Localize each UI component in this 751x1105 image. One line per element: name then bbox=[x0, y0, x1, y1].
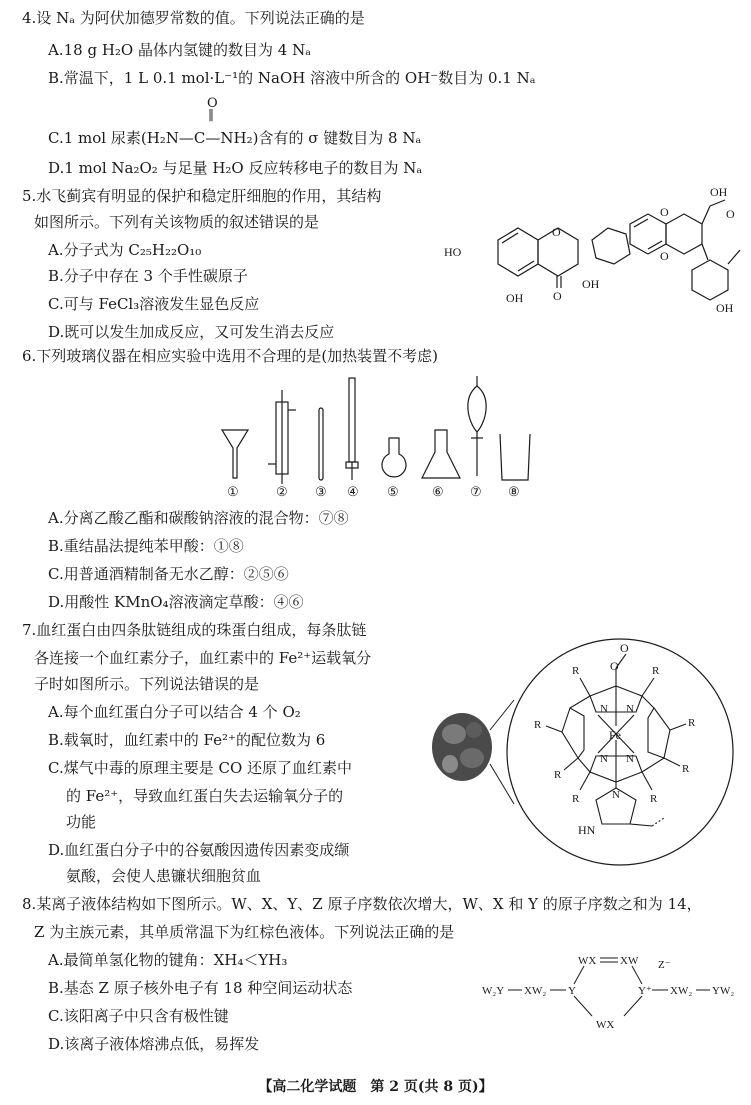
q5-option-c: C.可与 FeCl₃溶液发生显色反应 bbox=[48, 295, 260, 313]
heme-r-label-7: R bbox=[572, 793, 580, 805]
q8-stem-2: Z 为主族元素，其单质常温下为红棕色液体。下列说法正确的是 bbox=[34, 923, 455, 941]
heme-n-label-4: N bbox=[626, 753, 634, 765]
heme-r-label-8: R bbox=[650, 793, 658, 805]
q5-stem-1: 5.水飞蓟宾有明显的保护和稳定肝细胞的作用，其结构 bbox=[22, 187, 382, 205]
q8-option-c: C.该阳离子中只含有极性键 bbox=[48, 1007, 229, 1025]
ionic-wx-bottom: WX bbox=[596, 1019, 615, 1031]
q5-option-a: A.分子式为 C₂₅H₂₂O₁₀ bbox=[48, 241, 202, 259]
q4-option-b: B.常温下，1 L 0.1 mol·L⁻¹的 NaOH 溶液中所含的 OH⁻数目为 0.1 Nₐ bbox=[48, 69, 536, 87]
q7-option-d-2: 氨酸，会使人患镰状细胞贫血 bbox=[66, 867, 262, 885]
silybin-ring-o-3: O bbox=[660, 249, 669, 263]
q5-option-d: D.既可以发生加成反应，又可发生消去反应 bbox=[48, 323, 335, 341]
glassware-label-8: ⑧ bbox=[508, 484, 520, 499]
q4-option-c: C.1 mol 尿素(H₂N—C—NH₂)含有的 σ 键数目为 8 Nₐ bbox=[48, 129, 422, 147]
heme-r-label-6: R bbox=[554, 769, 562, 781]
ionic-y-left: Y bbox=[568, 985, 576, 997]
q8-option-b: B.基态 Z 原子核外电子有 18 种空间运动状态 bbox=[48, 979, 353, 997]
q5-option-b: B.分子中存在 3 个手性碳原子 bbox=[48, 267, 248, 285]
glassware-label-7: ⑦ bbox=[470, 484, 482, 499]
heme-n-label-2: N bbox=[626, 703, 634, 715]
glassware-label-2: ② bbox=[276, 484, 288, 499]
q7-option-c-3: 功能 bbox=[66, 813, 97, 831]
ionic-y-cation: Y⁺ bbox=[638, 985, 652, 997]
silybin-oh-right: OH bbox=[716, 301, 734, 315]
q6-stem: 6.下列玻璃仪器在相应实验中选用不合理的是(加热装置不考虑) bbox=[22, 347, 439, 365]
heme-r-label-2: R bbox=[652, 665, 660, 677]
ionic-w2y: W₂Y bbox=[482, 985, 505, 997]
heme-oxygen-label-1: O bbox=[620, 641, 629, 655]
q4-urea-carbonyl-o: O bbox=[207, 96, 218, 111]
heme-oxygen-label-2: O bbox=[610, 659, 619, 673]
hemoglobin-protein-image bbox=[432, 713, 492, 781]
q6-option-d: D.用酸性 KMnO₄溶液滴定草酸：④⑥ bbox=[48, 593, 304, 611]
glassware-diagram bbox=[210, 372, 540, 500]
q8-stem-1: 8.某离子液体结构如下图所示。W、X、Y、Z 原子序数依次增大，W、X 和 Y 的原子序数之和为 14， bbox=[22, 895, 702, 913]
q8-option-a: A.最简单氢化物的键角：XH₄＜YH₃ bbox=[48, 951, 288, 969]
ionic-wx-top: WX bbox=[578, 955, 597, 967]
heme-n-label-5: N bbox=[612, 789, 620, 801]
heme-hn-label: HN bbox=[578, 823, 596, 837]
q6-option-b: B.重结晶法提纯苯甲酸：①⑧ bbox=[48, 537, 244, 555]
glassware-label-4: ④ bbox=[347, 484, 359, 499]
q7-option-d-1: D.血红蛋白分子中的谷氨酸因遗传因素变成缬 bbox=[48, 841, 350, 859]
glassware-label-6: ⑥ bbox=[432, 484, 444, 499]
q7-option-c-2: 的 Fe²⁺，导致血红蛋白失去运输氧分子的 bbox=[66, 787, 344, 805]
ionic-xw2-left: XW₂ bbox=[524, 985, 547, 997]
ionic-liquid-structure-diagram bbox=[478, 944, 740, 1044]
q7-option-c-1: C.煤气中毒的原理主要是 CO 还原了血红素中 bbox=[48, 759, 353, 777]
silybin-oh-bottom: OH bbox=[506, 291, 524, 305]
q4-option-d: D.1 mol Na₂O₂ 与足量 H₂O 反应转移电子的数目为 Nₐ bbox=[48, 159, 423, 177]
ionic-yw2: YW₂ bbox=[712, 985, 735, 997]
glassware-label-3: ③ bbox=[315, 484, 327, 499]
q6-option-a: A.分离乙酸乙酯和碳酸钠溶液的混合物：⑦⑧ bbox=[48, 509, 349, 527]
heme-r-label-3: R bbox=[688, 717, 696, 729]
q7-option-a: A.每个血红蛋白分子可以结合 4 个 O₂ bbox=[48, 703, 301, 721]
q7-stem-1: 7.血红蛋白由四条肽链组成的珠蛋白组成，每条肽链 bbox=[22, 621, 367, 639]
silybin-oh-top: OH bbox=[710, 185, 728, 199]
q8-option-d: D.该离子液体熔沸点低，易挥发 bbox=[48, 1035, 260, 1053]
q4-option-a: A.18 g H₂O 晶体内氢键的数目为 4 Nₐ bbox=[48, 41, 311, 59]
q6-option-c: C.用普通酒精制备无水乙醇：②⑤⑥ bbox=[48, 565, 289, 583]
heme-n-label-1: N bbox=[600, 703, 608, 715]
heme-r-label-1: R bbox=[572, 665, 580, 677]
q7-option-b: B.载氧时，血红素中的 Fe²⁺的配位数为 6 bbox=[48, 731, 326, 749]
heme-r-label-5: R bbox=[534, 719, 542, 731]
heme-n-label-3: N bbox=[600, 753, 608, 765]
silybin-ho-left: HO bbox=[444, 245, 462, 259]
q7-stem-2: 各连接一个血红素分子，血红素中的 Fe²⁺运载氧分 bbox=[34, 649, 372, 667]
heme-iron-label: Fe bbox=[609, 728, 621, 742]
glassware-label-5: ⑤ bbox=[387, 484, 399, 499]
glassware-label-1: ① bbox=[227, 484, 239, 499]
q5-stem-2: 如图所示。下列有关该物质的叙述错误的是 bbox=[34, 213, 320, 231]
ionic-z-anion: Z⁻ bbox=[658, 959, 671, 971]
silybin-ring-o-1: O bbox=[552, 225, 561, 239]
page-footer: 【高二化学试题 第 2 页(共 8 页)】 bbox=[258, 1079, 493, 1095]
q7-stem-3: 子时如图所示。下列说法错误的是 bbox=[34, 675, 260, 693]
silybin-oh-ring: OH bbox=[582, 277, 600, 291]
q4-stem: 4.设 Nₐ 为阿伏加德罗常数的值。下列说法正确的是 bbox=[22, 9, 365, 27]
ionic-xw2-right: XW₂ bbox=[670, 985, 693, 997]
silybin-structure-diagram bbox=[440, 180, 745, 330]
silybin-ketone-o: O bbox=[553, 289, 562, 303]
heme-r-label-4: R bbox=[682, 763, 690, 775]
ionic-xw-top: XW bbox=[620, 955, 639, 967]
silybin-ring-o-2: O bbox=[660, 205, 669, 219]
hemoglobin-heme-diagram bbox=[420, 612, 745, 898]
silybin-methoxy-o: O bbox=[726, 207, 735, 221]
q4-urea-double-bond: ‖ bbox=[208, 107, 214, 121]
